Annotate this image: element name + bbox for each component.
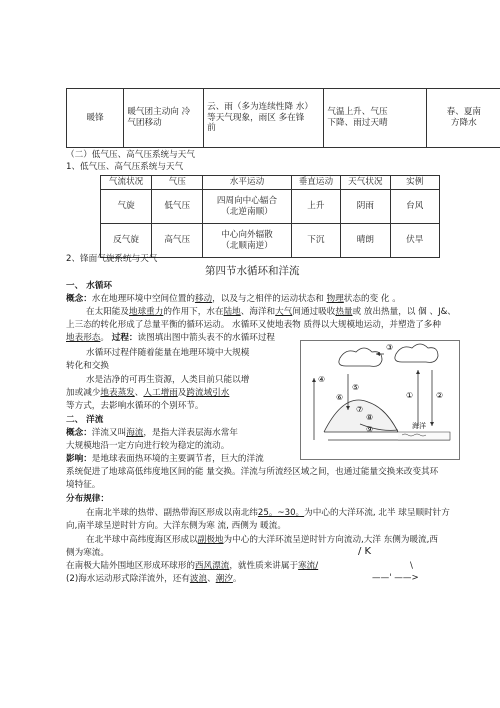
diagram-label: ⑦ <box>356 405 364 414</box>
text-underlined: 陆地 <box>223 307 241 317</box>
paragraph-line <box>66 428 238 439</box>
paragraph-line <box>86 508 450 519</box>
text-underlined: 地球重力 <box>128 307 164 317</box>
diagram-label: ⑤ <box>352 383 360 392</box>
pressure-table <box>100 175 440 258</box>
table-cell: 低气压 <box>152 190 203 224</box>
cell-text: 暖气团主动向 冷 气团移动 <box>127 107 191 128</box>
text: 是地球表面热环境的主要调节者，巨大的洋流 <box>91 454 264 464</box>
paragraph-line <box>66 333 275 344</box>
front-table <box>66 88 500 148</box>
text-underlined: 海流 <box>126 428 144 438</box>
label: 影响： <box>66 454 92 464</box>
text: 的作用下，水在 <box>163 307 224 317</box>
paragraph-line <box>66 574 242 585</box>
table-cell <box>124 89 204 148</box>
text: 在北半球中高纬度海区形成以 <box>86 535 198 545</box>
table-header: 实例 <box>390 176 439 190</box>
table-cell: 高气压 <box>152 224 203 258</box>
concept-line <box>66 294 401 305</box>
heading-water-cycle: 一、 水循环 <box>66 281 112 291</box>
text: (2)海水运动形式除洋流外，还有 <box>66 574 190 584</box>
text: 、 <box>134 388 144 398</box>
label: 概念： <box>66 428 92 438</box>
text-underlined: 地表蒸发 <box>100 388 135 398</box>
diagram-label: ④ <box>318 375 326 384</box>
water-cycle-diagram <box>300 340 460 460</box>
table-cell: 晴朗 <box>341 224 390 258</box>
table-cell: 下沉 <box>291 224 340 258</box>
text-underlined: 副极地 <box>197 535 224 545</box>
text-underlined: 地表形态 <box>66 333 101 343</box>
table-header: 垂直运动 <box>291 176 340 190</box>
table-cell: 暖锋 <box>67 89 124 148</box>
diagram-label: ⑧ <box>366 413 374 422</box>
diagram-label: ③ <box>386 343 394 352</box>
section-heading: （二）低气压、高气压系统与天气 <box>66 150 195 160</box>
table-row <box>101 224 440 258</box>
paragraph-line: 系统促进了地球高低纬度地区间的能 量交换。洋流与所流经区域之间，也通过能量交换来改变其环 <box>66 467 439 477</box>
diagram-label: ② <box>436 391 444 400</box>
paragraph-line: 水是洁净的可再生资源，人类目前只能以增 <box>86 375 250 385</box>
text: 、 <box>207 574 216 584</box>
heading-distribution: 分布规律： <box>66 494 109 504</box>
text-underlined: 25。~30。 <box>257 508 305 518</box>
section-title: 第四节水循环和洋流 <box>205 265 300 277</box>
text-underlined: 物理 <box>326 294 344 304</box>
text-underlined: 跨流域引水 <box>186 388 230 398</box>
text: 状态的变 化 。 <box>343 294 401 304</box>
table-header: 天气状况 <box>341 176 390 190</box>
margin-mark: \ <box>410 561 413 571</box>
table-cell: 台风 <box>390 190 439 224</box>
paragraph-line: 水循环过程伴随着能量在地理环境中大规模 <box>86 348 250 358</box>
label: 过程： <box>111 333 138 343</box>
cell-text: 云、雨（多为连续性降 水） 等天气现象，雨区 多在锋 前 <box>207 101 313 134</box>
text-underlined: 寒流/ <box>298 561 319 571</box>
text-underlined: 西风漂流 <box>194 561 230 571</box>
paragraph-line: 转化和交换 <box>66 361 109 371</box>
paragraph-line: 等方式，去影响水循环的个别环节。 <box>66 401 204 411</box>
table-cell: 气旋 <box>101 190 152 224</box>
margin-mark: ——' ——> <box>372 573 419 583</box>
table-header-row <box>101 176 440 190</box>
diagram-label: 海洋 <box>412 422 426 430</box>
paragraph-line: 大规模地沿一定方向进行较为稳定的流动。 <box>66 441 230 451</box>
text-underlined: 波浪 <box>189 574 208 584</box>
sub-heading: 1、低气压、高气压系统与天气 <box>66 162 184 172</box>
table-header: 水平运动 <box>203 176 291 190</box>
paragraph-line <box>66 388 229 399</box>
diagram-label: ⑨ <box>366 425 374 434</box>
table-cell: 阴雨 <box>341 190 390 224</box>
text: 。 <box>100 333 112 343</box>
table-cell: 反气旋 <box>101 224 152 258</box>
paragraph-line <box>66 454 264 465</box>
text: 洋流又叫 <box>91 428 127 438</box>
paragraph-line <box>86 307 456 318</box>
text-underlined: 大气 <box>275 307 293 317</box>
sub-heading: 2、锋面气旋系统与天气 <box>66 254 158 264</box>
diagram-label: ⑥ <box>336 393 344 402</box>
table-header: 气流状况 <box>101 176 152 190</box>
text: 为中心的大洋环流呈逆时针方向流动,大洋 东侧为暖流,西 <box>223 535 438 545</box>
table-row <box>67 89 500 148</box>
text-underlined: 人工增雨 <box>143 388 178 398</box>
text: 水在地理环境中空间位置的 <box>91 294 195 304</box>
paragraph-line <box>86 535 438 546</box>
text: 加或减少 <box>66 388 101 398</box>
text: 、海洋和 <box>240 307 276 317</box>
table-row <box>101 190 440 224</box>
diagram-label: ① <box>406 391 414 400</box>
cell-text: 春、夏南 方降水 <box>446 107 482 128</box>
table-header: 气压 <box>152 176 203 190</box>
text: 及 <box>177 388 187 398</box>
margin-mark: / K <box>358 546 372 557</box>
text-underlined: 潮汐 <box>215 574 233 584</box>
paragraph-line: 侧为寒流。 <box>66 548 109 558</box>
cell-text: 气温上升、气压 下降、雨过天晴 <box>327 107 388 128</box>
table-cell <box>324 89 426 148</box>
text: 或 放出热量，以 個 、J&、 <box>352 307 456 317</box>
text: 。 <box>232 574 242 584</box>
text: 读图填出图中箭头表不的水循环过程 <box>137 333 276 343</box>
paragraph-line <box>66 561 318 572</box>
table-cell <box>204 89 324 148</box>
label: 概念： <box>66 294 92 304</box>
heading-currents: 二、 洋流 <box>66 415 104 425</box>
text-underlined: 移动 <box>194 294 213 304</box>
table-cell <box>426 89 500 148</box>
text: ，就性质来讲属于 <box>229 561 299 571</box>
text: 为中心的大洋环流, 北半 球呈顺时针方 <box>304 508 450 518</box>
paragraph-line: 境特征。 <box>66 480 101 490</box>
text: 在南北半球的热带、副热带海区形成以南北纬 <box>86 508 258 518</box>
text: 间通过吸收 <box>292 307 336 317</box>
table-cell: 伏旱 <box>390 224 439 258</box>
table-cell: 中心向外辐散 （北顺南逆） <box>203 224 291 258</box>
table-cell: 四周向中心辐合 （北逆南顺） <box>203 190 291 224</box>
paragraph-line: 上三态的转化形成了总量平衡的循环运动。 水循环又使地表物 质得以大规模地运动，并塑造了多种 <box>66 320 441 330</box>
text: ，以及与之相伴的运动状态和 <box>212 294 327 304</box>
table-cell: 上升 <box>291 190 340 224</box>
paragraph-line: 向,南半球呈逆时针方向。大洋东侧为寒 流, 西侧为 暖流。 <box>66 521 286 531</box>
text: 在南极大陆外围地区形成环球形的 <box>66 561 195 571</box>
text-underlined: 热量 <box>335 307 353 317</box>
text: ，是指大洋表层海水常年 <box>143 428 238 438</box>
text: 在太阳能及 <box>86 307 129 317</box>
